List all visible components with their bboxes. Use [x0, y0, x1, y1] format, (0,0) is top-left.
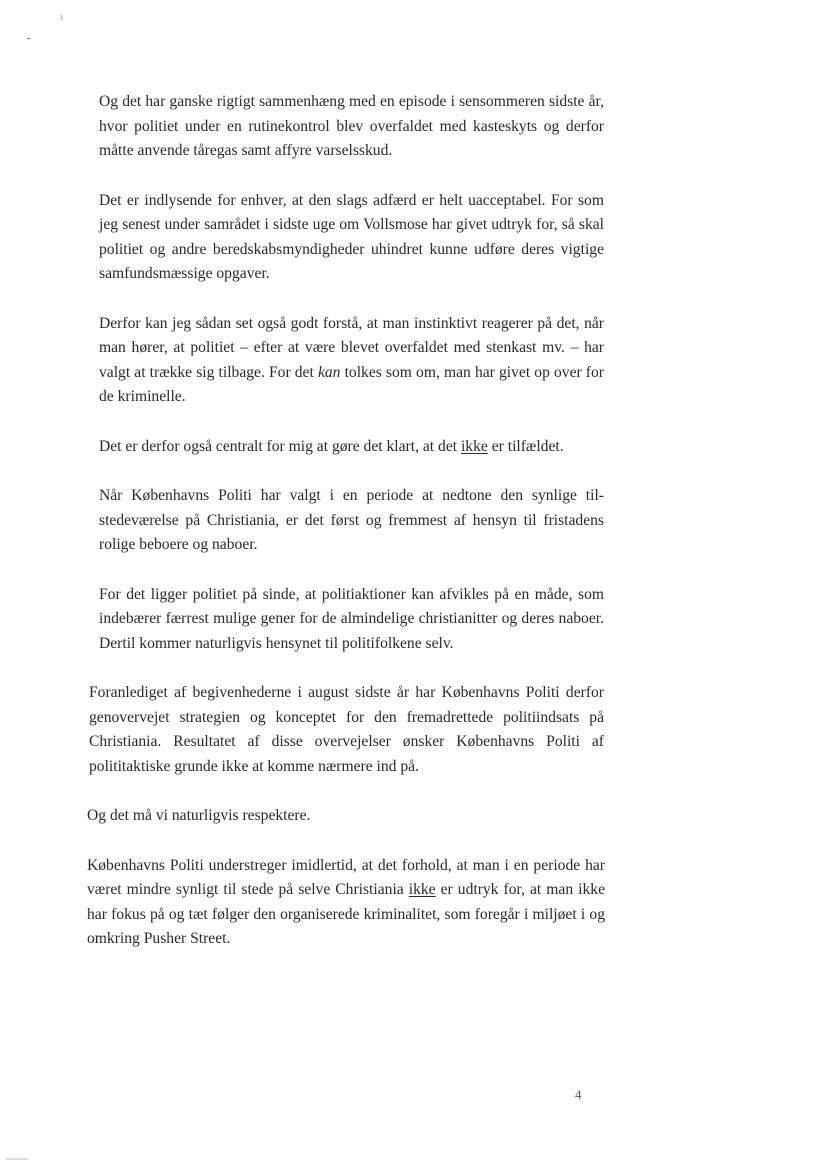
underlined-ikke: ikke: [408, 881, 436, 898]
paragraph-7: Foranlediget af begivenhederne i august sidste år har Københavns Politi derfor genovervejet strategien og konceptet for den fremadrettede politiindsats på Christiania. Resultatet af disse overvejelser ønsker Københavns Politi af polititaktiske grunde ikke at komme nærmere ind på.: [89, 684, 604, 775]
paragraph-4-text-after: er tilfældet.: [487, 437, 564, 455]
paragraph-1: Og det har ganske rigtigt sammenhæng med en episode i sensommeren sidste år, hvor politiet under en rutinekontrol blev overfaldet med kasteskyts og derfor måtte anvende tåregas samt affyre varselsskud.: [99, 93, 604, 159]
paragraph-4-text-before: Det er derfor også centralt for mig at gøre det klart, at det: [99, 437, 461, 455]
scan-page-mark: 3: [59, 13, 63, 22]
paragraph-8: Og det må vi naturligvis respektere.: [87, 807, 311, 824]
paragraph-4: [99, 435, 604, 460]
paragraph-5: Når Københavns Politi har valgt i en periode at nedtone den synlige tilstedeværelse på Christiania, er det først og fremmest af hensyn til fristadens rolige beboere og naboer.: [99, 487, 604, 553]
paragraph-9: [87, 854, 605, 952]
emphasis-kan: kan: [317, 363, 341, 381]
scan-smudge: [6, 1158, 28, 1160]
paragraph-3-text-after: tolkes som om, man har givet op over for de kriminelle.: [99, 363, 604, 405]
paragraph-2: Det er indlysende for enhver, at den slags adfærd er helt uacceptabel. For som jeg senest under samrådet i sidste uge om Vollsmose har givet udtryk for, så skal politiet og andre beredskabsmyndigheder uhindret kunne udføre deres vigtige samfundsmæssige opgaver.: [99, 191, 604, 282]
paragraph-9-text-after: er udtryk for, at man ikke har fokus på og tæt følger den organiserede kriminalitet, som foregår i miljøet i og omkring Pusher Street.: [87, 881, 605, 947]
document-body: [87, 90, 605, 952]
scan-dash-mark: [27, 38, 30, 39]
paragraph-3-text-before: Derfor kan jeg sådan set også godt forstå, at man instinktivt reagerer på det, når man hører, at politiet – efter at være blevet overfaldet med stenkast mv. – har valgt at trække sig tilbage. For det: [99, 314, 604, 381]
paragraph-3: [99, 312, 604, 410]
page-number: 4: [575, 1087, 582, 1102]
paragraph-9-text-before: Københavns Politi understreger imidlertid, at det forhold, at man i en periode har været mindre synligt til stede på selve Christiania: [87, 856, 605, 898]
underlined-ikke: ikke: [460, 437, 488, 455]
paragraph-6: For det ligger politiet på sinde, at politiaktioner kan afvikles på en måde, som indebærer færrest mulige gener for de almindelige christianitter og deres naboer. Dertil kommer naturligvis hensynet til politifolkene selv.: [99, 585, 604, 652]
